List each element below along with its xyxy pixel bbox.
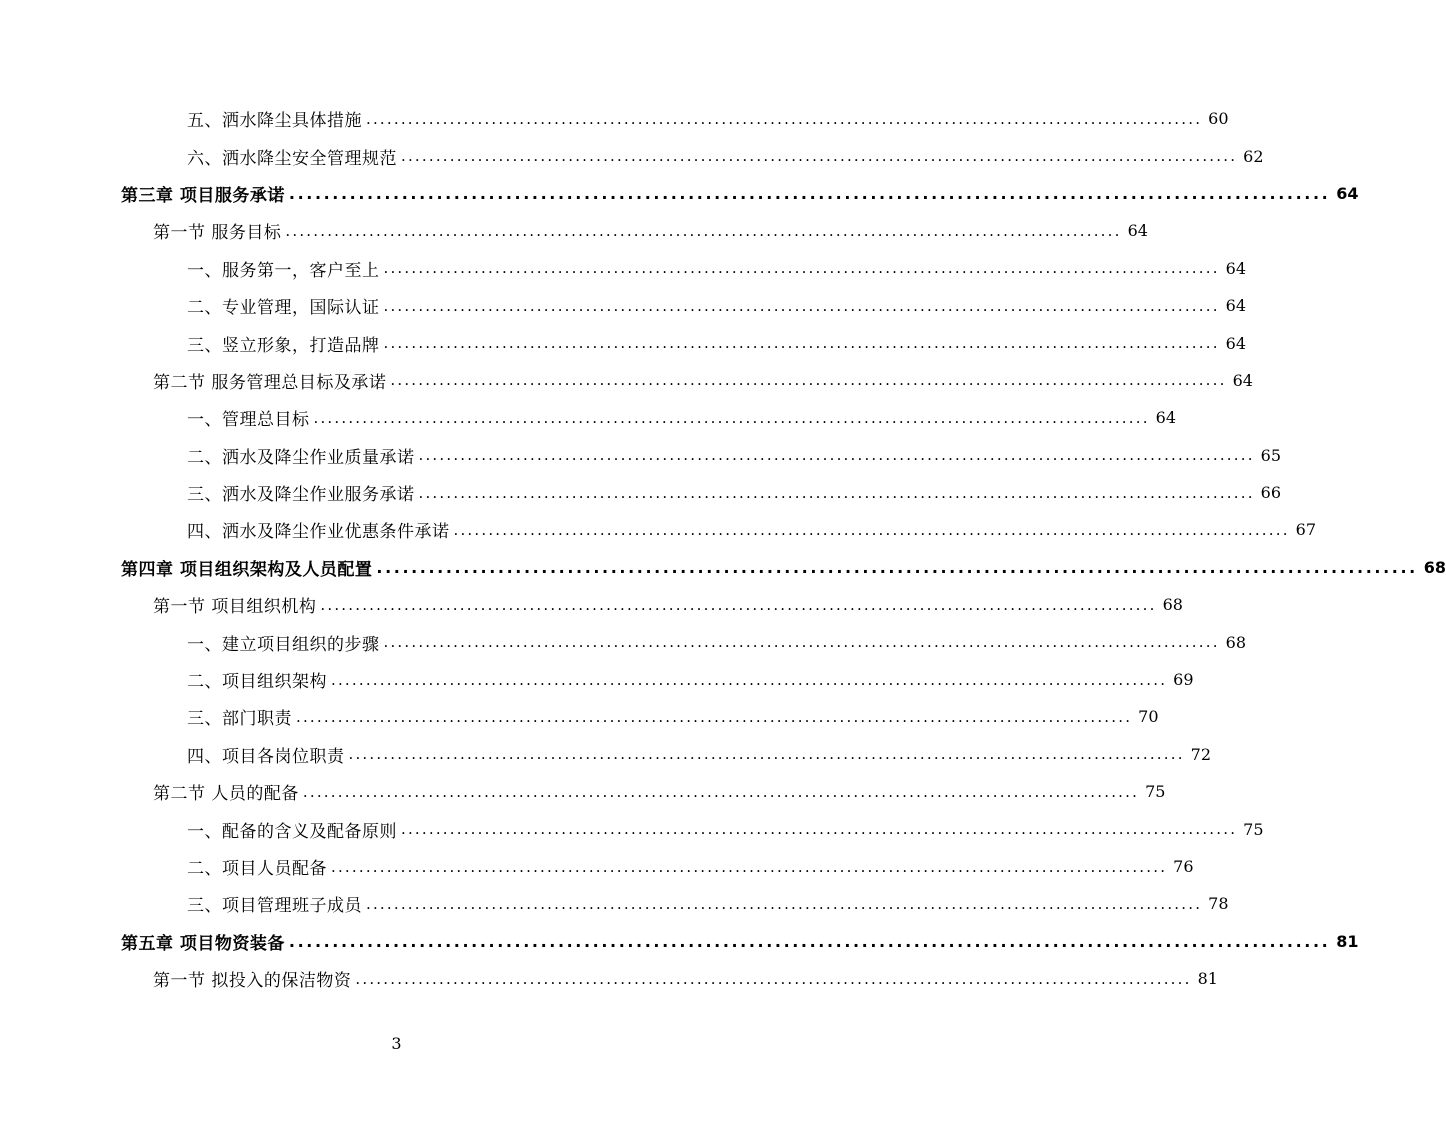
toc-entry-title: 第四章 项目组织架构及人员配置 <box>121 559 373 580</box>
toc-entry-page: 72 <box>1190 744 1212 764</box>
toc-entry-title: 第二节 人员的配备 <box>153 784 299 805</box>
toc-subsection-entry[interactable] <box>0 137 1264 174</box>
toc-entry-title: 第三章 项目服务承诺 <box>121 185 285 206</box>
toc-entry-page: 67 <box>1295 520 1317 540</box>
dot-leader: ........................................................................................................................ <box>418 483 1255 502</box>
toc-entry-page: 69 <box>1173 670 1194 690</box>
toc-subsection-entry[interactable] <box>0 100 1229 137</box>
toc-entry-page: 75 <box>1243 819 1264 839</box>
toc-entry-page: 70 <box>1138 707 1159 727</box>
toc-entry-title: 一、配备的含义及配备原则 <box>187 821 397 842</box>
toc-entry-page: 62 <box>1243 146 1264 166</box>
toc-entry-title: 第一节 服务目标 <box>153 223 282 244</box>
toc-subsection-entry[interactable] <box>0 287 1247 324</box>
toc-entry-title: 第一节 项目组织机构 <box>153 597 317 618</box>
toc-subsection-entry[interactable] <box>0 848 1194 885</box>
toc-entry-page: 68 <box>1225 632 1247 652</box>
toc-entry-title: 四、项目各岗位职责 <box>187 746 345 767</box>
toc-subsection-entry[interactable] <box>0 511 1317 548</box>
dot-leader: ........................................................................................................................ <box>355 969 1192 988</box>
dot-leader: ........................................................................................................................ <box>288 931 1331 951</box>
toc-entry-page: 64 <box>1155 408 1177 428</box>
toc-subsection-entry[interactable] <box>0 437 1282 474</box>
toc-entry-page: 64 <box>1336 183 1359 203</box>
toc-subsection-entry[interactable] <box>0 885 1229 922</box>
toc-section-entry[interactable] <box>0 586 1183 623</box>
toc-entry-page: 66 <box>1260 483 1282 503</box>
dot-leader: ........................................................................................................................ <box>331 857 1168 876</box>
toc-entry-title: 三、项目管理班子成员 <box>187 896 362 917</box>
toc-subsection-entry[interactable] <box>0 810 1264 847</box>
toc-entry-page: 64 <box>1225 296 1247 316</box>
toc-entry-title: 一、服务第一，客户至上 <box>187 260 380 281</box>
toc-entry-page: 64 <box>1232 370 1253 390</box>
toc-entry-title: 第二节 服务管理总目标及承诺 <box>153 372 387 393</box>
dot-leader: ........................................................................................................................ <box>348 745 1185 764</box>
toc-entry-title: 四、洒水及降尘作业优惠条件承诺 <box>187 522 450 543</box>
toc-entry-page: 60 <box>1208 109 1229 129</box>
toc-entry-page: 64 <box>1225 333 1247 353</box>
dot-leader: ........................................................................................................................ <box>418 446 1255 465</box>
toc-entry-title: 三、竖立形象，打造品牌 <box>187 335 380 356</box>
dot-leader: ........................................................................................................................ <box>383 296 1220 315</box>
page-number: 3 <box>391 1034 402 1053</box>
toc-entry-title: 第五章 项目物资装备 <box>121 933 285 954</box>
toc-chapter-entry[interactable] <box>0 175 1359 212</box>
toc-entry-title: 二、项目组织架构 <box>187 672 327 693</box>
dot-leader: ........................................................................................................................ <box>390 371 1227 390</box>
toc-entry-title: 五、洒水降尘具体措施 <box>187 111 362 132</box>
toc-entry-page: 68 <box>1423 557 1446 577</box>
dot-leader: ........................................................................................................................ <box>383 633 1220 652</box>
toc-subsection-entry[interactable] <box>0 736 1212 773</box>
dot-leader: ........................................................................................................................ <box>288 183 1331 203</box>
toc-entry-page: 76 <box>1173 857 1194 876</box>
dot-leader: ........................................................................................................................ <box>285 221 1122 240</box>
dot-leader: ........................................................................................................................ <box>366 109 1203 128</box>
toc-entry-title: 三、部门职责 <box>187 709 292 730</box>
toc-section-entry[interactable] <box>0 773 1166 810</box>
toc-entry-title: 二、专业管理，国际认证 <box>187 298 380 319</box>
toc-entry-title: 一、管理总目标 <box>187 410 310 431</box>
toc-chapter-entry[interactable] <box>0 923 1359 960</box>
toc-section-entry[interactable] <box>0 960 1218 997</box>
dot-leader: ........................................................................................................................ <box>320 595 1157 614</box>
toc-subsection-entry[interactable] <box>0 324 1247 361</box>
dot-leader: ........................................................................................................................ <box>401 147 1238 166</box>
toc-entry-page: 65 <box>1260 445 1282 465</box>
toc-entry-title: 六、洒水降尘安全管理规范 <box>187 148 397 169</box>
toc-entry-page: 81 <box>1197 969 1218 989</box>
toc-entry-page: 68 <box>1162 595 1183 615</box>
dot-leader: ........................................................................................................................ <box>302 782 1140 801</box>
toc-section-entry[interactable] <box>0 212 1148 249</box>
toc-entry-title: 一、建立项目组织的步骤 <box>187 634 380 655</box>
toc-entry-page: 64 <box>1225 258 1247 278</box>
toc-subsection-entry[interactable] <box>0 698 1159 735</box>
toc-entry-title: 二、项目人员配备 <box>187 859 327 879</box>
toc-subsection-entry[interactable] <box>0 399 1177 436</box>
toc-entry-title: 第一节 拟投入的保洁物资 <box>153 971 352 992</box>
toc-entry-page: 78 <box>1208 894 1229 914</box>
toc-chapter-entry[interactable] <box>0 549 1446 586</box>
dot-leader: ........................................................................................................................ <box>366 894 1203 913</box>
dot-leader: ........................................................................................................................ <box>383 334 1220 353</box>
dot-leader: ........................................................................................................................ <box>376 557 1418 577</box>
toc-entry-page: 75 <box>1145 782 1166 802</box>
table-of-contents <box>0 100 1446 997</box>
toc-entry-page: 81 <box>1336 931 1359 951</box>
dot-leader: ........................................................................................................................ <box>296 707 1133 726</box>
dot-leader: ........................................................................................................................ <box>313 408 1150 427</box>
toc-entry-page: 64 <box>1127 221 1148 241</box>
toc-subsection-entry[interactable] <box>0 474 1282 511</box>
dot-leader: ........................................................................................................................ <box>331 670 1168 689</box>
toc-entry-title: 三、洒水及降尘作业服务承诺 <box>187 485 415 506</box>
dot-leader: ........................................................................................................................ <box>453 520 1290 539</box>
toc-section-entry[interactable] <box>0 362 1253 399</box>
dot-leader: ........................................................................................................................ <box>401 820 1238 839</box>
toc-subsection-entry[interactable] <box>0 661 1194 698</box>
toc-subsection-entry[interactable] <box>0 250 1247 287</box>
toc-subsection-entry[interactable] <box>0 623 1247 660</box>
dot-leader: ........................................................................................................................ <box>383 259 1220 278</box>
toc-entry-title: 二、洒水及降尘作业质量承诺 <box>187 447 415 468</box>
